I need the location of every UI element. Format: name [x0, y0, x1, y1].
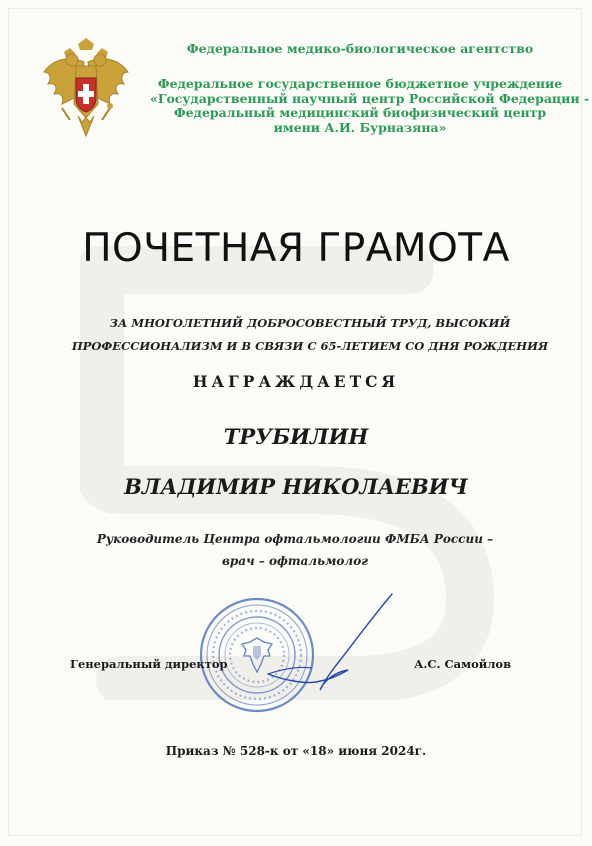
position-line: врач – офтальмолог: [222, 554, 368, 568]
position-line: Руководитель Центра офтальмологии ФМБА России –: [96, 532, 494, 546]
institution-line: Федеральное государственное бюджетное учреждение: [157, 76, 563, 91]
awarded-label: НАГРАЖДАЕТСЯ: [192, 372, 400, 391]
signatory-name: А.С. Самойлов: [414, 657, 512, 671]
handwritten-signature-icon: [250, 590, 410, 695]
agency-name: Федеральное медико-биологическое агентство: [186, 41, 534, 56]
double-headed-eagle-emblem-icon: [40, 38, 132, 140]
order-reference: Приказ № 528-к от «18» июня 2024г.: [165, 744, 427, 758]
institution-name: [150, 76, 590, 135]
institution-line: «Государственный научный центр Российской Федерации -: [150, 90, 590, 106]
award-reason-line: ЗА МНОГОЛЕТНИЙ ДОБРОСОВЕСТНЫЙ ТРУД, ВЫСОКИЙ: [109, 316, 511, 330]
award-reason-line: ПРОФЕССИОНАЛИЗМ И В СВЯЗИ С 65-ЛЕТИЕМ СО ДНЯ РОЖДЕНИЯ: [71, 339, 549, 353]
recipient-given-names: ВЛАДИМИР НИКОЛАЕВИЧ: [124, 474, 468, 499]
signatory-role: Генеральный директор: [70, 657, 228, 671]
institution-line: Федеральный медицинский биофизический центр: [173, 105, 547, 120]
institution-line: имени А.И. Бурназяна»: [273, 119, 447, 135]
recipient-position: [60, 528, 530, 572]
certificate-title: ПОЧЕТНАЯ ГРАМОТА: [82, 226, 510, 271]
award-reason: [60, 312, 560, 358]
recipient-surname: ТРУБИЛИН: [223, 424, 369, 449]
